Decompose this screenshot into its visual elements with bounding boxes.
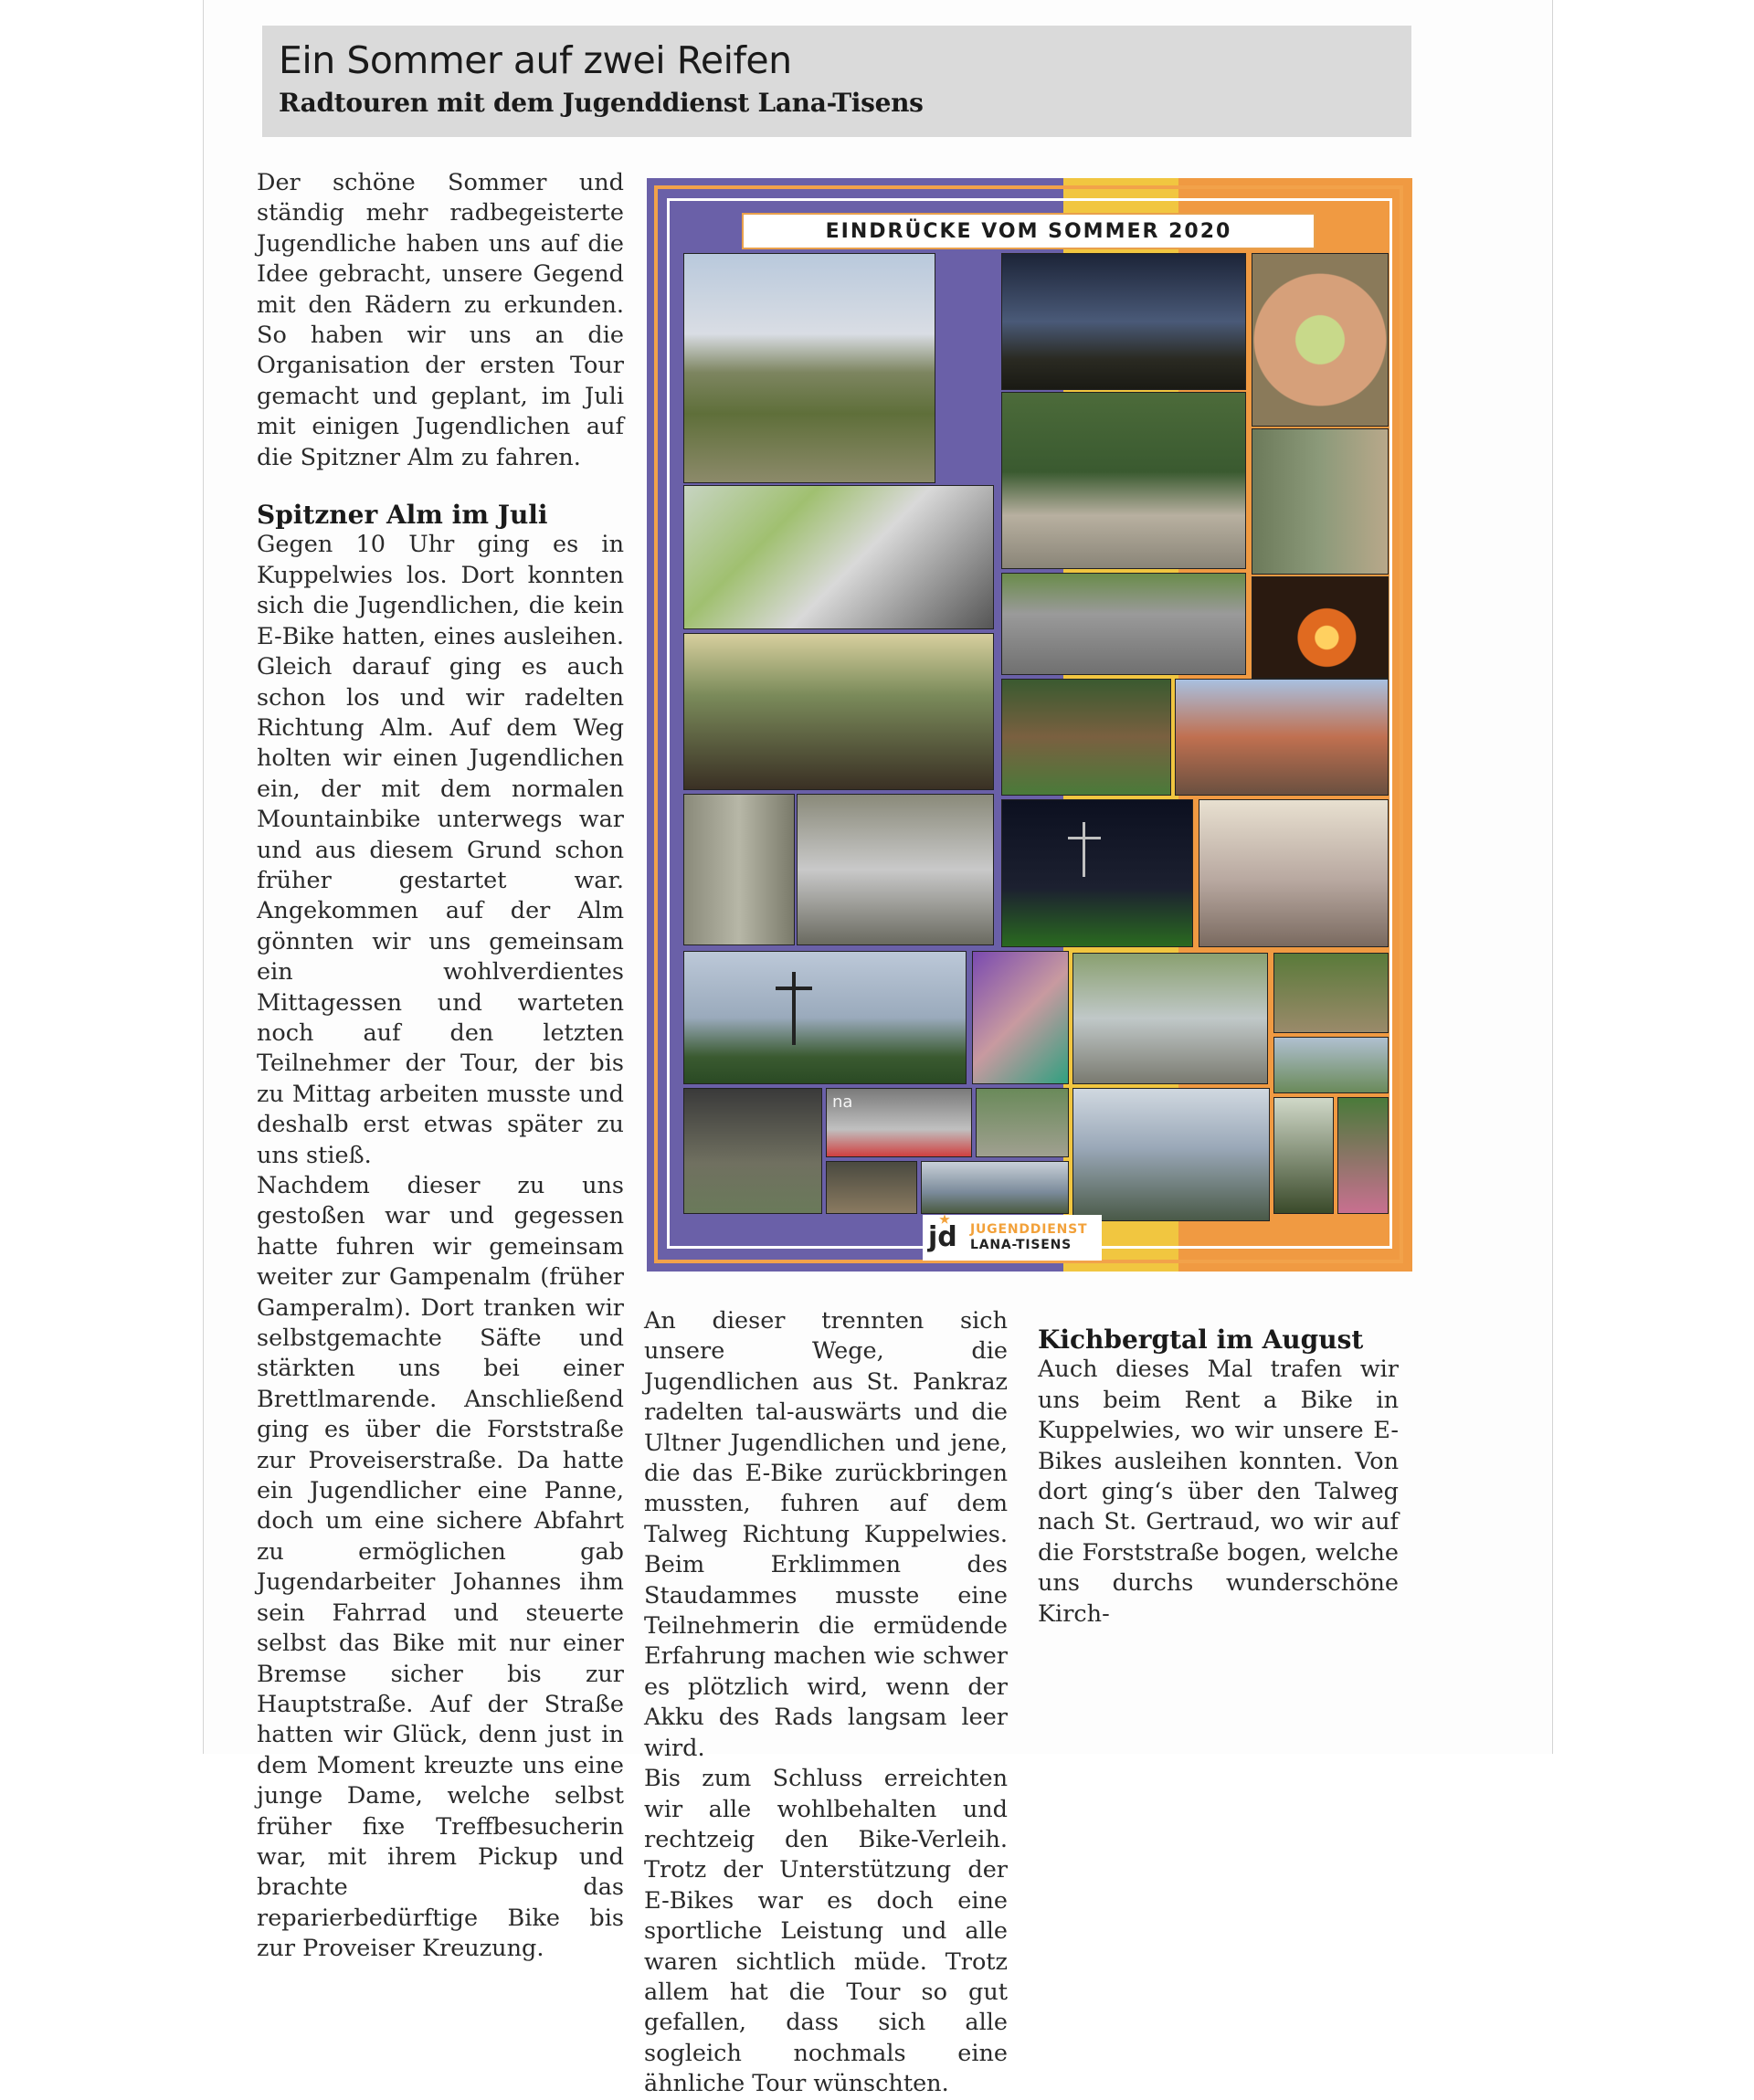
article-subtitle: Radtouren mit dem Jugenddienst Lana-Tisens	[279, 88, 924, 118]
photo-mountain-hut	[1001, 679, 1171, 796]
logo-line-1: JUGENDDIENST	[970, 1222, 1088, 1237]
photo-collage	[647, 178, 1412, 1272]
photo-hands-plate	[1252, 253, 1389, 427]
collage-banner: EINDRÜCKE VOM SOMMER 2020	[742, 213, 1316, 249]
photo-indoor-exhibit	[797, 794, 994, 945]
photo-cooking-outdoors	[1175, 679, 1389, 796]
photo-forest-canopy	[1273, 1097, 1334, 1214]
paragraph-2: Nachdem dieser zu uns gestoßen war und gegessen hatte fuhren wir gemeinsam weiter zur Gampenalm (früher Gamperalm). Dort tranken wir selbstgemachte Säfte und stärkten uns bei einer Brettlmarende. Anschließend ging es über die Forststraße zur Proveiserstraße. Da hatte ein Jugendlicher eine Panne, doch um eine sichere Abfahrt zu ermöglichen gab Jugendarbeiter Johannes ihm sein Fahrrad und steuerte selbst das Bike mit nur einer Bremse sicher bis zur Hauptstraße. Auf der Straße hatten wir Glück, denn just in dem Moment kreuzte uns eine junge Dame, welche selbst früher fixe Treffbesucherin war, mit ihrem Pickup und brachte das reparierbedürftige Bike bis zur Proveiser Kreuzung.	[257, 1172, 624, 1963]
section-heading-spitzner-alm: Spitzner Alm im Juli	[257, 500, 548, 531]
photo-campfire	[1252, 576, 1389, 679]
jd-logo-mark: jd	[928, 1218, 965, 1258]
summit-cross-vertical	[792, 972, 796, 1045]
photo-mountain-bikers	[683, 253, 935, 483]
jugenddienst-logo	[923, 1215, 1102, 1261]
photo-mountain-panorama	[921, 1161, 1069, 1214]
photo-girl-tree	[1337, 1097, 1389, 1214]
paragraph-6: Auch dieses Mal trafen wir uns beim Rent a Bike in Kuppelwies, wo wir unsere E-Bikes ausleihen konnten. Von dort ging‘s über den Talweg nach St. Gertraud, wo wir auf die Forststraße bogen, welche uns durchs wunderschöne Kirch-	[1038, 1356, 1399, 1628]
jd-logo-text	[970, 1222, 1087, 1253]
article-title: Ein Sommer auf zwei Reifen	[279, 38, 792, 82]
photo-shop-sign	[826, 1088, 972, 1157]
cross-horizontal	[1068, 837, 1101, 839]
photo-tree-face	[683, 794, 795, 945]
paragraph-3: An dieser trennten sich unsere Wege, die Jugendlichen aus St. Pankraz radelten tal-auswärts und die Ultner Jugendlichen und jene, die das E-Bike zurückbringen mussten, fuhren auf dem Talweg Richtung Kuppelwies. Beim Erklimmen des Staudammes musste eine Teilnehmerin die ermüdende Erfahrung machen wie schwer es plötzlich wird, wenn der Akku des Rads langsam leer wird.	[644, 1307, 1008, 1762]
paragraph-4: Bis zum Schluss erreichten wir alle wohlbehalten und rechtzeig den Bike-Verleih. Trotz der Unterstützung der E-Bikes war es doch eine sportliche Leistung und alle waren sichtlich müde. Trotz allem hat die Tour so gut gefallen, dass sich alle sogleich nochmals eine ähnliche Tour wünschten.	[644, 1765, 1008, 2098]
photo-stone-cairn-sunset	[1001, 253, 1246, 390]
bleed-through-text	[1101, 35, 1402, 133]
cross-vertical	[1083, 822, 1085, 877]
section-heading-kirchbergtal: Kichbergtal im August	[1038, 1324, 1364, 1355]
column-3	[1038, 1310, 1399, 1630]
summit-cross-horizontal	[776, 987, 812, 990]
photo-tree-climbing	[1252, 428, 1389, 575]
logo-line-2: LANA-TISENS	[970, 1238, 1072, 1252]
shop-sign-text: na	[832, 1092, 853, 1112]
photo-group-shelter	[683, 1088, 822, 1214]
column-1	[257, 168, 624, 1965]
photo-summit-cross-night	[1001, 799, 1193, 947]
photo-group-summit-cross	[683, 951, 967, 1084]
photo-museum-visit	[683, 633, 994, 790]
photo-kids-chickens	[1273, 953, 1389, 1033]
photo-archery	[1001, 392, 1246, 569]
photo-valley-group	[1273, 1037, 1389, 1093]
photo-restaurant	[826, 1161, 917, 1214]
intro-paragraph: Der schöne Sommer und ständig mehr radbegeisterte Jugendliche haben uns auf die Idee gebracht, unsere Gegend mit den Rädern zu erkunden. So haben wir uns an die Organisation der ersten Tour gemacht und geplant, im Juli mit einigen Jugendlichen auf die Spitzner Alm zu fahren.	[257, 169, 624, 471]
photo-castle-hall	[1199, 799, 1389, 947]
article-header	[262, 26, 1411, 137]
photo-riverbank	[976, 1088, 1069, 1157]
paragraph-1: Gegen 10 Uhr ging es in Kuppelwies los. Dort konnten sich die Jugendlichen, die kein E-Bike hatten, eines ausleihen. Gleich darauf ging es auch schon los und wir radelten Richtung Alm. Auf dem Weg holten wir einen Jugendlichen ein, der mit dem normalen Mountainbike unterwegs war und aus diesem Grund schon früher gestartet war. Angekommen auf der Alm gönnten wir uns gemeinsam ein wohlverdientes Mittagessen und warteten noch auf den letzten Teilnehmer der Tour, der bis zu Mittag arbeiten musste und deshalb erst etwas später zu uns stieß.	[257, 531, 624, 1169]
photo-bandaged-hand	[972, 951, 1069, 1084]
photo-graffiti	[683, 485, 994, 629]
column-2	[644, 1306, 1008, 2100]
photo-go-karts	[1001, 573, 1246, 675]
photo-misty-valley	[1072, 1088, 1270, 1221]
photo-river-kids	[1072, 953, 1268, 1084]
